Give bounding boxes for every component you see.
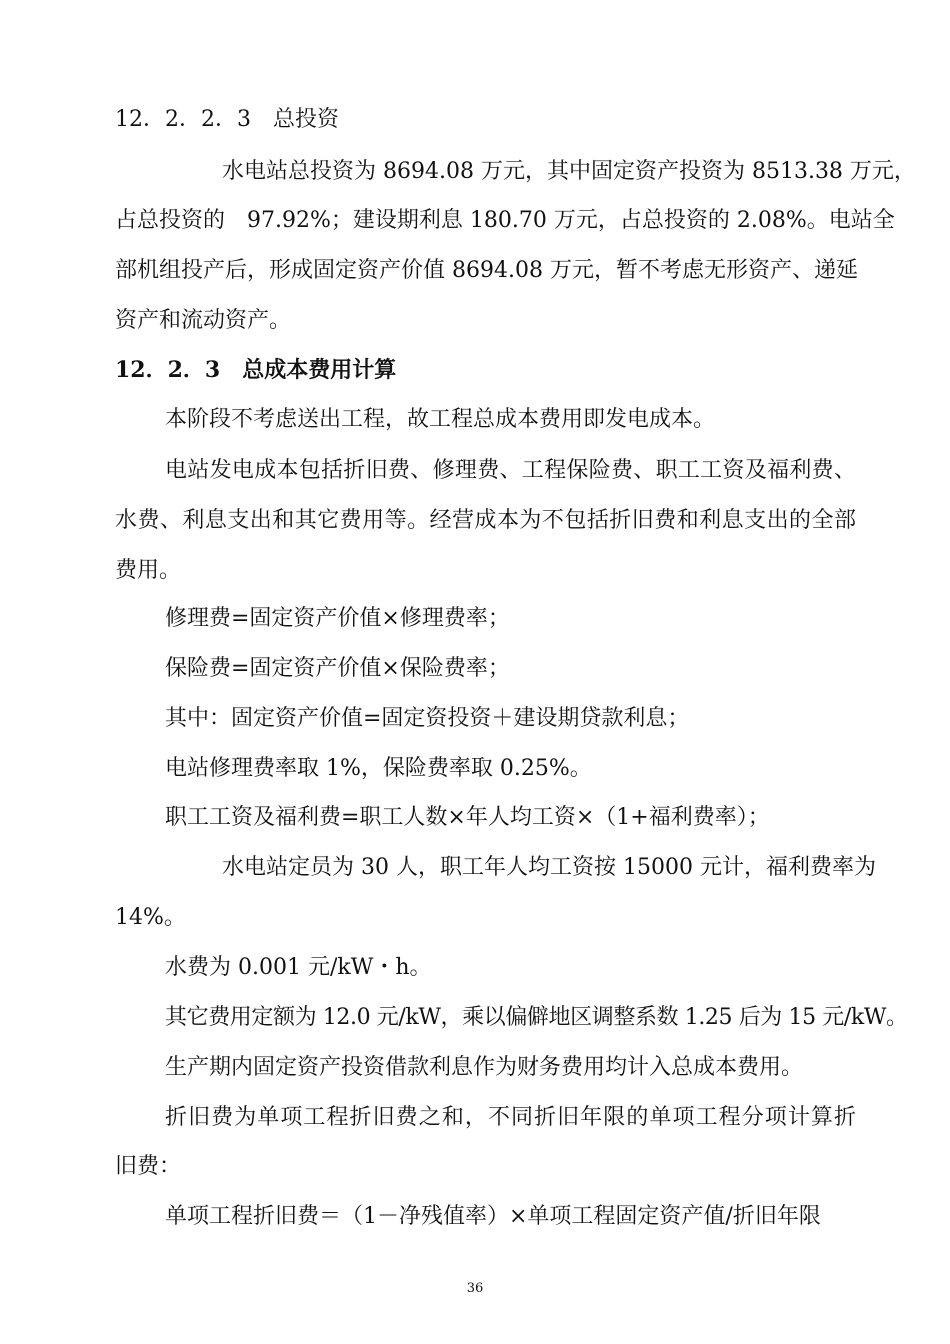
formula-depreciation: 单项工程折旧费＝（1－净残值率）×单项工程固定资产值/折旧年限 — [165, 1204, 821, 1229]
paragraph-line: 14%。 — [115, 905, 186, 930]
paragraph-line: 电站发电成本包括折旧费、修理费、工程保险费、职工工资及福利费、 — [165, 458, 856, 483]
paragraph-line: 费用。 — [115, 558, 182, 583]
paragraph-line: 水电站总投资为 8694.08 万元，其中固定资产投资为 8513.38 万元， — [222, 159, 916, 184]
paragraph-line: 占总投资的 97.92%；建设期利息 180.70 万元，占总投资的 2.08%。电站全 — [115, 208, 895, 233]
paragraph-line: 旧费： — [115, 1154, 182, 1179]
interest-statement: 生产期内固定资产投资借款利息作为财务费用均计入总成本费用。 — [165, 1055, 804, 1080]
water-fee-statement: 水费为 0.001 元/kW・h。 — [165, 955, 432, 980]
formula-fixed-asset-value: 其中：固定资产价值=固定资投资＋建设期贷款利息； — [165, 706, 690, 731]
section-heading-12-2-3: 12．2．3 总成本费用计算 — [115, 357, 397, 383]
paragraph-line: 资产和流动资产。 — [115, 308, 292, 333]
page-number: 36 — [466, 1281, 484, 1296]
rates-statement: 电站修理费率取 1%，保险费率取 0.25%。 — [165, 756, 592, 781]
other-fees-statement: 其它费用定额为 12.0 元/kW，乘以偏僻地区调整系数 1.25 后为 15 元/kW。 — [165, 1005, 908, 1030]
paragraph-line: 水电站定员为 30 人，职工年人均工资按 15000 元计，福利费率为 — [222, 855, 876, 880]
paragraph-line: 水费、利息支出和其它费用等。经营成本为不包括折旧费和利息支出的全部 — [115, 508, 856, 533]
formula-insurance-fee: 保险费=固定资产价值×保险费率； — [165, 656, 510, 681]
paragraph-line: 部机组投产后，形成固定资产价值 8694.08 万元，暂不考虑无形资产、递延 — [115, 258, 858, 283]
formula-repair-fee: 修理费=固定资产价值×修理费率； — [165, 606, 510, 631]
paragraph-scope: 本阶段不考虑送出工程，故工程总成本费用即发电成本。 — [165, 407, 716, 432]
paragraph-line: 折旧费为单项工程折旧费之和，不同折旧年限的单项工程分项计算折 — [165, 1105, 856, 1130]
section-heading-12-2-2-3: 12．2．2．3 总投资 — [115, 107, 339, 132]
formula-wages-welfare: 职工工资及福利费=职工人数×年人均工资×（1+福利费率）； — [165, 805, 770, 830]
